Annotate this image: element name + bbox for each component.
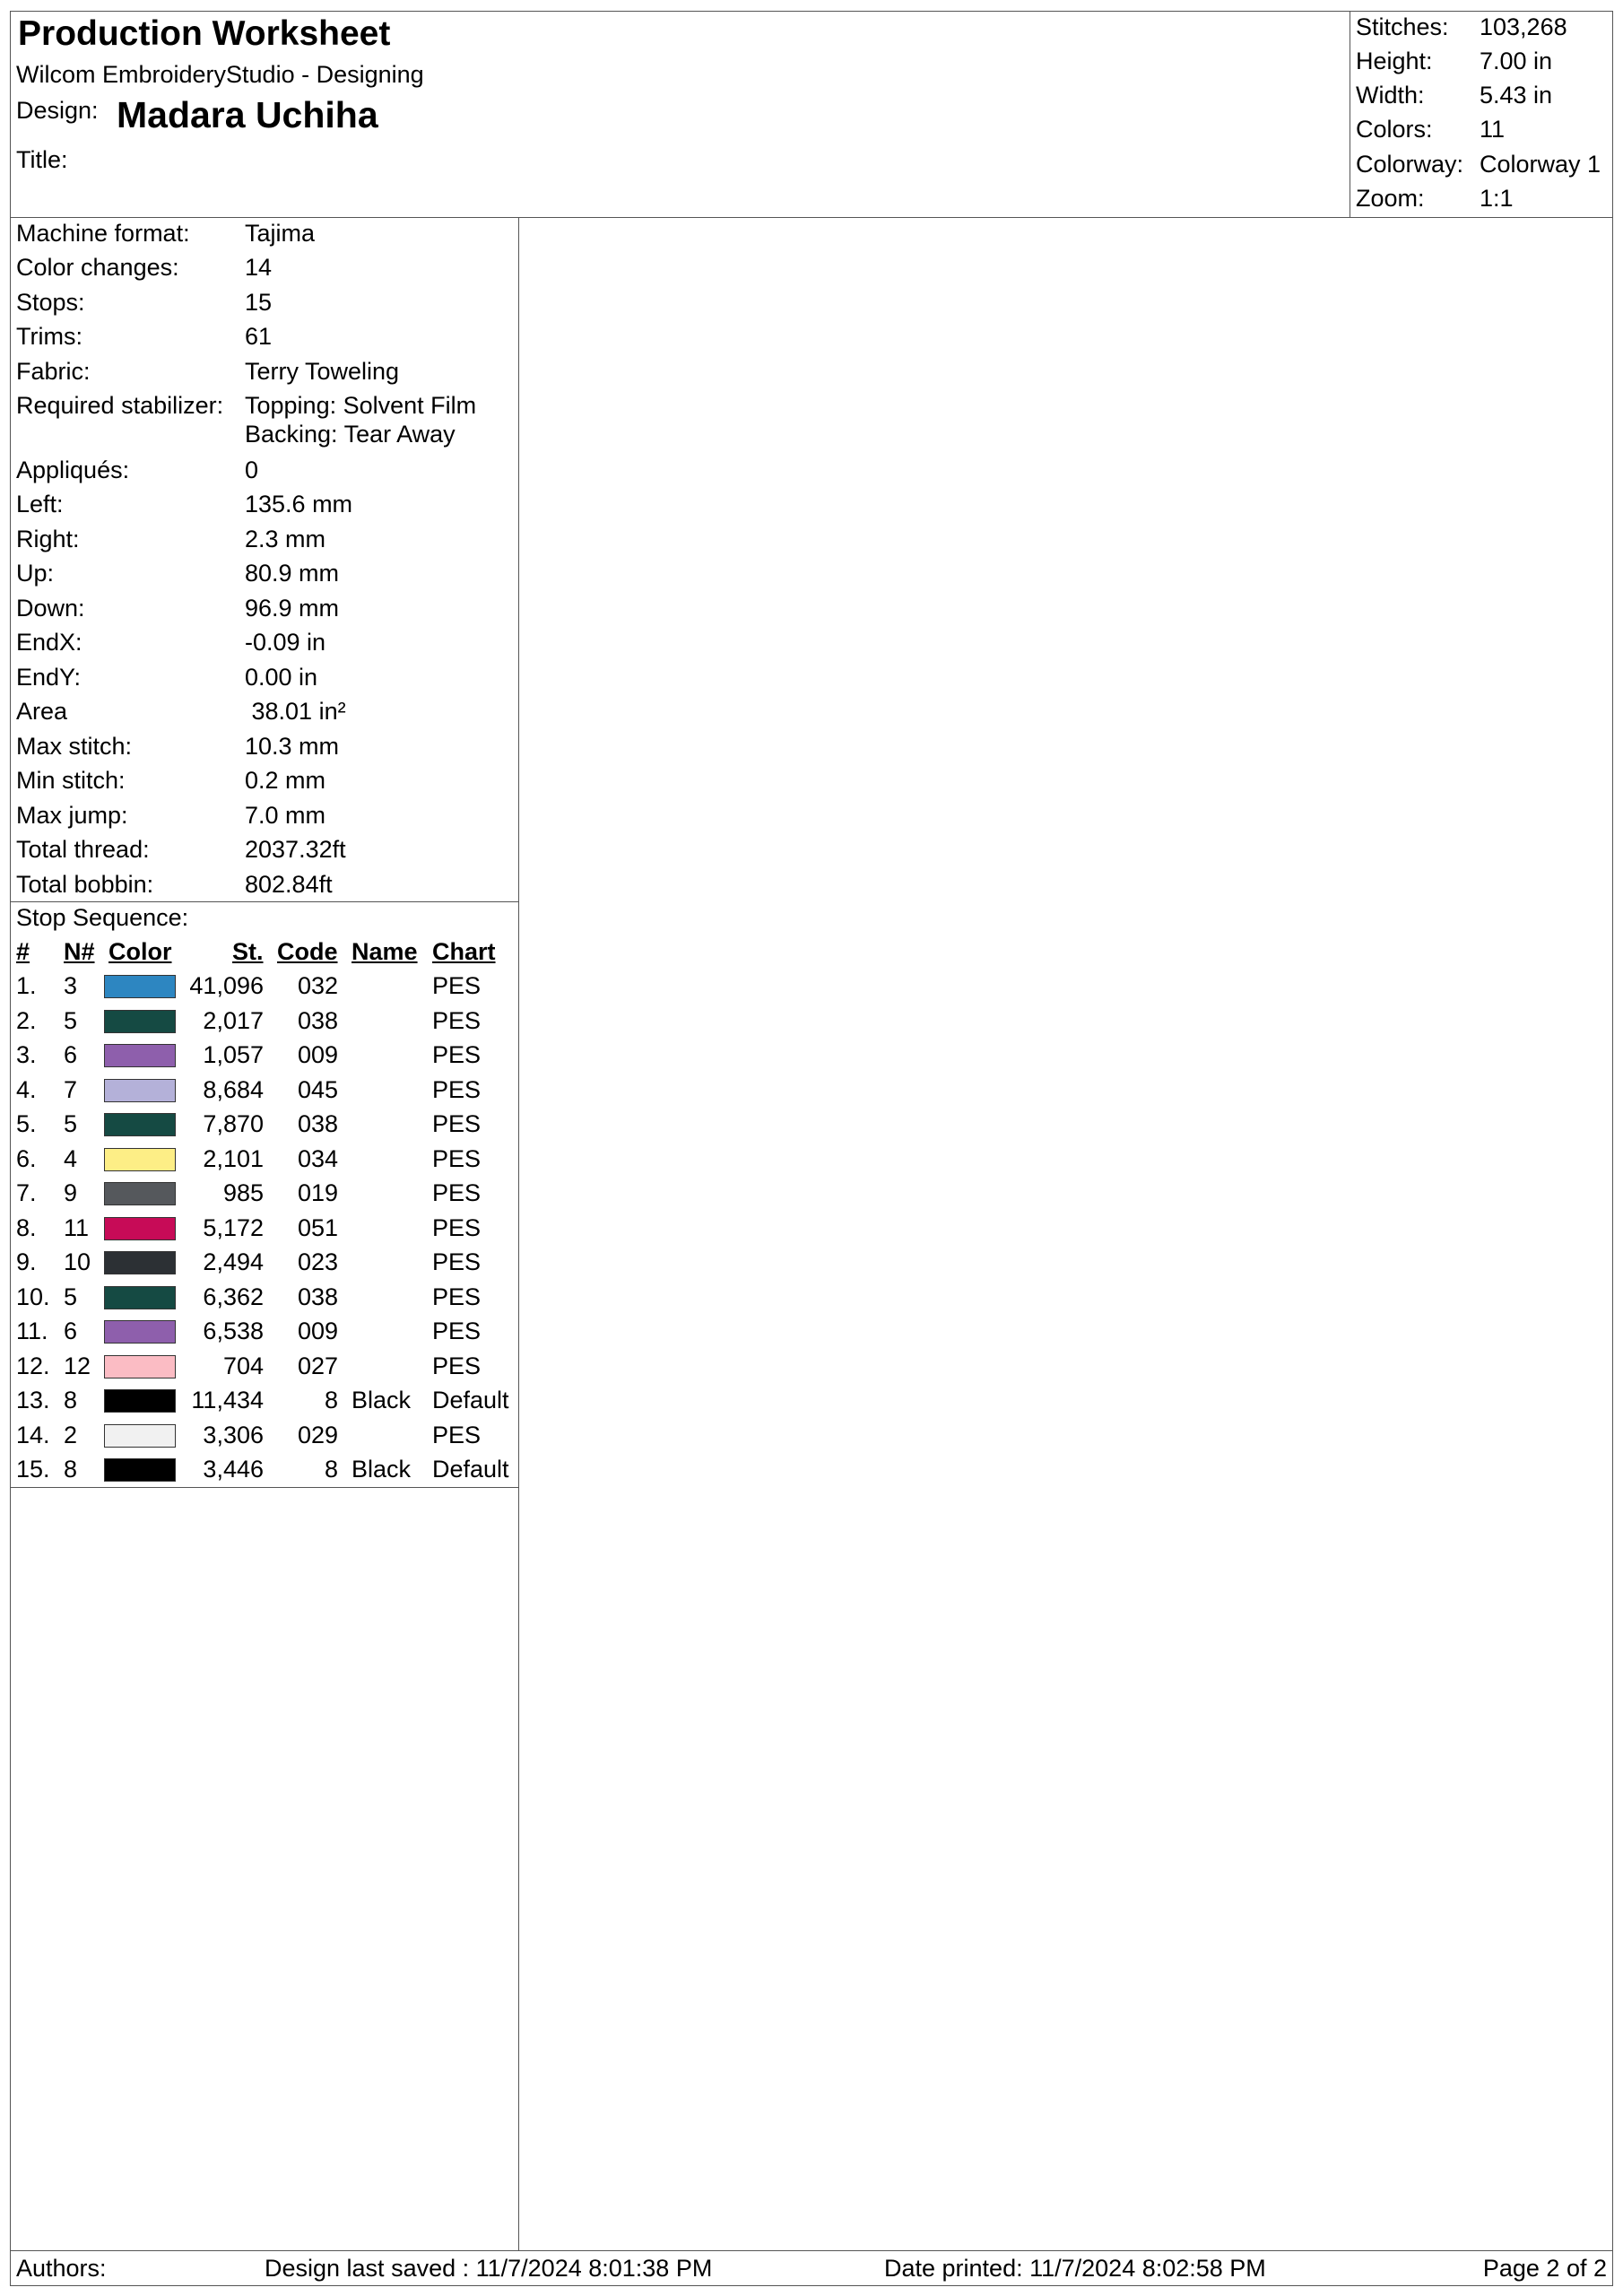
row-number: 6. [16, 1144, 37, 1172]
row-name: Black [352, 1456, 412, 1483]
info-value: 80.9 mm [245, 560, 340, 587]
summary-label: Height: [1356, 48, 1433, 74]
row-stitches: 1,057 [203, 1041, 264, 1068]
info-label: Up: [16, 560, 55, 587]
date-printed: Date printed: 11/7/2024 8:02:58 PM [884, 2255, 1266, 2282]
header-divider [10, 217, 1613, 218]
row-code: 032 [297, 972, 338, 999]
info-label: Trims: [16, 323, 82, 350]
info-row [16, 526, 326, 553]
color-swatch [104, 1079, 176, 1102]
info-value: 61 [245, 323, 273, 350]
footer-divider [10, 2250, 1613, 2251]
summary-label: Zoom: [1356, 185, 1425, 212]
info-label: Required stabilizer: [16, 392, 224, 419]
column-header-num: # [16, 938, 30, 965]
color-swatch [104, 1458, 176, 1482]
last-saved: Design last saved : 11/7/2024 8:01:38 PM [265, 2255, 713, 2282]
info-value: 7.0 mm [245, 802, 326, 829]
info-value: 96.9 mm [245, 595, 340, 622]
info-label: Machine format: [16, 220, 190, 247]
info-label: EndX: [16, 629, 82, 656]
stop-sequence-title: Stop Sequence: [16, 904, 189, 931]
row-stitches: 985 [222, 1179, 264, 1206]
row-number: 1. [16, 972, 37, 999]
row-code: 009 [297, 1041, 338, 1068]
row-stitches: 3,306 [203, 1421, 264, 1448]
row-name: Black [352, 1387, 412, 1413]
row-chart: Default [432, 1456, 509, 1483]
info-label: Min stitch: [16, 767, 126, 794]
summary-value: 103,268 [1480, 13, 1567, 40]
color-swatch [104, 1217, 176, 1240]
table-row [0, 1456, 520, 1490]
table-row [0, 1110, 520, 1144]
row-number: 4. [16, 1075, 37, 1103]
info-row [16, 595, 340, 622]
row-chart: PES [432, 1179, 482, 1206]
info-value: Backing: Tear Away [245, 421, 456, 448]
row-number: 13. [16, 1387, 50, 1413]
row-needle: 11 [64, 1213, 90, 1241]
summary-colors [1356, 116, 1506, 144]
table-row [0, 1352, 520, 1387]
row-stitches: 704 [222, 1352, 264, 1379]
info-label: Total thread: [16, 836, 150, 863]
table-row [0, 1214, 520, 1248]
summary-colorway [1356, 151, 1601, 178]
info-label: Down: [16, 595, 85, 622]
info-row [16, 323, 273, 351]
color-swatch [104, 1251, 176, 1274]
info-value: 0 [245, 457, 259, 483]
color-swatch [104, 1148, 176, 1171]
info-row [16, 254, 273, 282]
summary-value: 7.00 in [1480, 48, 1553, 74]
row-chart: PES [432, 1318, 482, 1344]
row-needle: 2 [64, 1421, 78, 1448]
info-value: Terry Toweling [245, 358, 400, 385]
column-header-stitches: St. [232, 938, 264, 965]
row-stitches: 3,446 [203, 1456, 264, 1483]
row-needle: 6 [64, 1318, 78, 1344]
row-stitches: 7,870 [203, 1110, 264, 1137]
column-header-code: Code [277, 938, 338, 965]
summary-stitches [1356, 13, 1567, 41]
row-stitches: 5,172 [203, 1213, 264, 1241]
color-swatch [104, 1044, 176, 1067]
info-value: 2037.32ft [245, 836, 346, 863]
summary-label: Colorway: [1356, 151, 1464, 178]
table-row [0, 972, 520, 1006]
table-row [0, 1007, 520, 1041]
row-needle: 7 [64, 1075, 78, 1103]
info-row [16, 629, 326, 657]
application-name: Wilcom EmbroideryStudio - Designing [16, 61, 424, 88]
row-chart: Default [432, 1387, 509, 1413]
color-swatch [104, 1286, 176, 1309]
row-number: 12. [16, 1352, 50, 1379]
row-needle: 3 [64, 972, 78, 999]
row-number: 11. [16, 1318, 48, 1344]
row-chart: PES [432, 1041, 482, 1068]
row-code: 038 [297, 1110, 338, 1137]
color-swatch [104, 1355, 176, 1378]
info-label: Fabric: [16, 358, 91, 385]
row-stitches: 2,494 [203, 1248, 264, 1275]
row-chart: PES [432, 1144, 482, 1172]
info-value: 15 [245, 289, 273, 316]
row-stitches: 8,684 [203, 1075, 264, 1103]
row-code: 8 [324, 1387, 338, 1413]
summary-label: Stitches: [1356, 13, 1449, 40]
info-label: Appliqués: [16, 457, 130, 483]
info-label: Max jump: [16, 802, 128, 829]
row-stitches: 6,538 [203, 1318, 264, 1344]
column-header-name: Name [352, 938, 418, 965]
summary-zoom [1356, 185, 1514, 213]
table-row [0, 1318, 520, 1352]
color-swatch [104, 1010, 176, 1033]
row-number: 5. [16, 1110, 37, 1137]
table-row [0, 1179, 520, 1213]
info-value: 10.3 mm [245, 733, 340, 760]
color-swatch [104, 1424, 176, 1448]
info-row [16, 698, 346, 726]
info-value: 802.84ft [245, 871, 333, 898]
color-swatch [104, 975, 176, 998]
info-divider [10, 901, 519, 902]
row-needle: 9 [64, 1179, 78, 1206]
info-label: Right: [16, 526, 80, 552]
row-needle: 5 [64, 1006, 78, 1034]
info-row [16, 767, 326, 795]
page-number: Page 2 of 2 [1482, 2255, 1607, 2282]
row-chart: PES [432, 1110, 482, 1137]
info-label: Max stitch: [16, 733, 133, 760]
summary-value: 5.43 in [1480, 82, 1553, 109]
row-stitches: 6,362 [203, 1283, 264, 1310]
summary-value: 1:1 [1480, 185, 1514, 212]
row-stitches: 2,101 [203, 1144, 264, 1172]
info-row [16, 220, 316, 248]
column-header-needle: N# [64, 938, 95, 965]
info-value: Topping: Solvent Film [245, 392, 477, 419]
table-row [0, 1387, 520, 1421]
summary-label: Width: [1356, 82, 1425, 109]
summary-value: Colorway 1 [1480, 151, 1601, 178]
row-number: 15. [16, 1456, 50, 1483]
row-code: 023 [297, 1248, 338, 1275]
info-label: Total bobbin: [16, 871, 154, 898]
table-row [0, 1041, 520, 1075]
summary-value: 11 [1480, 116, 1506, 143]
info-row [16, 358, 400, 386]
row-chart: PES [432, 1421, 482, 1448]
row-number: 9. [16, 1248, 37, 1275]
info-value: 135.6 mm [245, 491, 353, 517]
row-code: 019 [297, 1179, 338, 1206]
row-number: 3. [16, 1041, 37, 1068]
table-row [0, 1145, 520, 1179]
row-needle: 6 [64, 1041, 78, 1068]
info-label: Color changes: [16, 254, 179, 281]
info-row [16, 392, 477, 420]
info-value: 0.2 mm [245, 767, 326, 794]
authors-label: Authors: [16, 2255, 107, 2282]
column-header-color: Color [108, 938, 172, 965]
page-title: Production Worksheet [18, 14, 391, 53]
info-row [16, 836, 346, 864]
row-code: 038 [297, 1283, 338, 1310]
info-row [16, 802, 326, 830]
row-needle: 5 [64, 1283, 78, 1310]
summary-height [1356, 48, 1553, 75]
row-stitches: 41,096 [189, 972, 264, 999]
table-row [0, 1422, 520, 1456]
row-code: 009 [297, 1318, 338, 1344]
row-needle: 12 [64, 1352, 91, 1379]
table-row [0, 1283, 520, 1318]
row-stitches: 11,434 [191, 1387, 264, 1413]
info-label: EndY: [16, 664, 82, 691]
info-value: Tajima [245, 220, 316, 247]
row-chart: PES [432, 972, 482, 999]
info-value: -0.09 in [245, 629, 326, 656]
row-number: 10. [16, 1283, 50, 1310]
row-needle: 4 [64, 1144, 78, 1172]
row-chart: PES [432, 1283, 482, 1310]
row-code: 027 [297, 1352, 338, 1379]
color-swatch [104, 1182, 176, 1205]
table-row [0, 1248, 520, 1283]
row-number: 7. [16, 1179, 37, 1206]
info-value: 0.00 in [245, 664, 318, 691]
info-label: Area [16, 698, 68, 725]
summary-width [1356, 82, 1553, 109]
row-code: 038 [297, 1006, 338, 1034]
table-row [0, 1076, 520, 1110]
row-number: 8. [16, 1213, 37, 1241]
row-stitches: 2,017 [203, 1006, 264, 1034]
row-needle: 5 [64, 1110, 78, 1137]
design-label: Design: [16, 97, 99, 124]
row-code: 029 [297, 1421, 338, 1448]
row-code: 034 [297, 1144, 338, 1172]
row-code: 8 [324, 1456, 338, 1483]
row-chart: PES [432, 1006, 482, 1034]
color-swatch [104, 1320, 176, 1344]
row-chart: PES [432, 1213, 482, 1241]
color-swatch [104, 1389, 176, 1413]
info-row [16, 491, 353, 518]
title-label: Title: [16, 146, 68, 173]
info-row [16, 560, 340, 587]
row-chart: PES [432, 1248, 482, 1275]
info-row [16, 664, 318, 691]
info-row [16, 457, 259, 484]
info-label: Left: [16, 491, 64, 517]
row-chart: PES [432, 1075, 482, 1103]
info-value: 2.3 mm [245, 526, 326, 552]
row-code: 045 [297, 1075, 338, 1103]
info-value: 14 [245, 254, 273, 281]
row-needle: 8 [64, 1387, 78, 1413]
info-value: 38.01 in² [245, 698, 346, 725]
row-needle: 8 [64, 1456, 78, 1483]
column-header-chart: Chart [432, 938, 496, 965]
info-row [16, 871, 333, 899]
info-label: Stops: [16, 289, 85, 316]
row-number: 14. [16, 1421, 50, 1448]
color-swatch [104, 1113, 176, 1136]
row-needle: 10 [64, 1248, 91, 1275]
design-name: Madara Uchiha [117, 94, 378, 135]
info-row [16, 733, 340, 761]
row-code: 051 [297, 1213, 338, 1241]
row-chart: PES [432, 1352, 482, 1379]
row-number: 2. [16, 1006, 37, 1034]
summary-label: Colors: [1356, 116, 1433, 143]
info-row [16, 289, 273, 317]
